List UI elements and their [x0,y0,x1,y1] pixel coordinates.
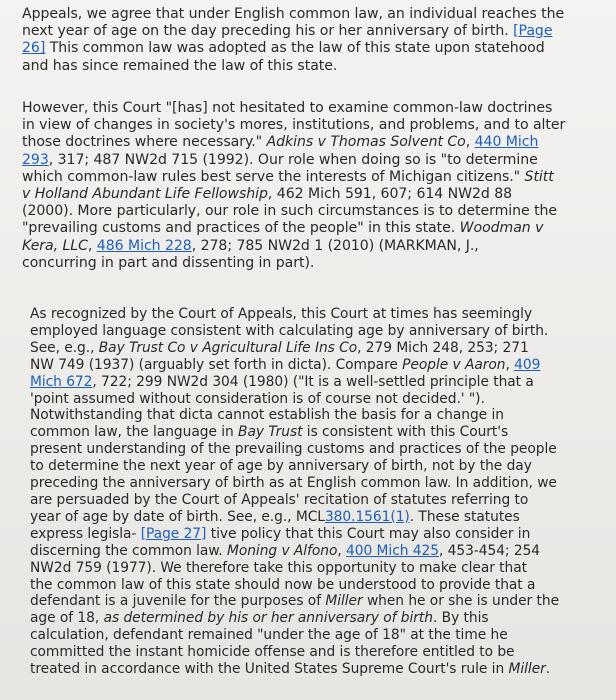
text-line [30,357,616,374]
body-text: preceding the anniversary of birth as at English common law. In addition, we [30,475,557,492]
body-text: defendant is a juvenile for the purposes of [30,593,326,610]
case-name-text: Adkins v Thomas Solvent Co [266,134,466,151]
citation-link[interactable]: 293 [22,151,49,168]
body-text: present understanding of the prevailing customs and practices of the people [30,441,557,458]
case-name-text: Bay Trust [238,424,303,441]
citation-link[interactable]: 409 [514,356,541,373]
body-text: , [87,237,97,254]
text-line [22,100,616,117]
body-text: However, this Court "[has] not hesitated to examine common-law doctrines [22,100,553,116]
paragraph-1 [22,6,616,75]
text-line [22,152,616,169]
text-line [30,644,616,661]
case-name-text: Miller [508,661,546,678]
case-name-text: as determined by his or her anniversary of birth [103,610,433,627]
text-line [22,117,616,134]
body-text: are persuaded by the Court of Appeals' recitation of statutes referring to [30,491,529,508]
paragraph-2 [22,100,616,272]
citation-link[interactable]: 486 Mich 228 [96,237,192,254]
body-text: year of age by date of birth. See, e.g., MCL [30,508,325,525]
text-line [22,186,616,203]
text-line [30,509,616,526]
citation-link[interactable]: Mich 672 [30,373,93,390]
text-line [30,526,616,543]
case-name-text: v Holland Abundant Life Fellowship [22,186,268,203]
citation-link[interactable]: [Page [513,23,553,40]
text-line [30,340,616,357]
text-line [30,593,616,610]
text-line [30,407,616,424]
body-text: . These statutes [409,508,520,525]
body-text: age of 18, [30,610,104,627]
citation-link[interactable]: 380.1561(1) [324,508,410,525]
body-text: employed language consistent with calculating age by anniversary of birth. [30,322,549,339]
text-line [22,6,616,23]
text-line [30,492,616,509]
body-text: , 453-454; 254 [438,542,541,559]
body-text: , [465,134,475,151]
body-text: is consistent with this Court's [302,424,509,441]
case-name-text: Moning v Alfono [226,542,338,559]
text-line [22,220,616,237]
body-text: treated in accordance with the United States Supreme Court's rule in [30,661,509,678]
body-text: , 278; 785 NW2d 1 (2010) (MARKMAN, J., [191,237,479,254]
body-text: the common law of this state should now be understood to provide that a [30,576,536,593]
body-text: 'point assumed without consideration is of course not decided.' "). [30,390,485,407]
body-text: Appeals, we agree that under English common law, an individual reaches the [22,6,565,22]
text-line [30,543,616,560]
body-text: concurring in part and dissenting in part). [22,254,315,271]
case-name-text: Miller [325,593,363,610]
text-line [30,391,616,408]
body-text: discerning the common law. [30,542,227,559]
body-text: Notwithstanding that dicta cannot establish the basis for a change in [30,407,504,424]
body-text: . By this [432,610,489,627]
text-line [30,374,616,391]
body-text: when he or she is under the [362,593,560,610]
body-text: tive policy that this Court may also consider in [206,525,531,542]
body-text: NW 749 (1937) (arguably set forth in dicta). Compare [30,356,403,373]
body-text: , [337,542,347,559]
text-line [30,661,616,678]
citation-link[interactable]: 400 Mich 425 [346,542,439,559]
body-text: NW2d 759 (1977). We therefore take this opportunity to make clear that [30,559,528,576]
body-text: (2000). More particularly, our role in such circumstances is to determine the [22,203,558,220]
text-line [30,306,616,323]
text-line [22,23,616,40]
citation-link[interactable]: 26] [22,40,46,57]
body-text: those doctrines where necessary." [22,134,267,151]
body-text: See, e.g., [30,339,99,356]
body-text: . [545,661,551,678]
body-text: next year of age on the day preceding his or her anniversary of birth. [22,23,514,40]
text-line [22,255,616,272]
body-text: , 317; 487 NW2d 715 (1992). Our role when doing so is "to determine [48,151,538,168]
body-text: and has since remained the law of this state. [22,57,338,74]
body-text: , 722; 299 NW2d 304 (1980) ("It is a well-settled principle that a [92,373,534,390]
text-line [30,475,616,492]
body-text: , [505,356,515,373]
body-text: As recognized by the Court of Appeals, this Court at times has seemingly [30,306,533,322]
text-line [30,610,616,627]
text-line [22,238,616,255]
text-line [22,203,616,220]
case-name-text: Stitt [524,168,554,185]
body-text: which common-law rules best serve the interests of Michigan citizens." [22,168,525,185]
text-line [22,169,616,186]
body-text: , 279 Mich 248, 253; 271 [357,339,529,356]
text-line [22,58,616,75]
body-text: "prevailing customs and practices of the people" in this state. [22,220,460,237]
case-name-text: Kera, LLC [22,237,88,254]
citation-link[interactable]: 440 Mich [474,134,539,151]
body-text: This common law was adopted as the law of this state upon statehood [45,40,545,57]
body-text: to determine the next year of age by anniversary of birth, not by the day [30,458,532,475]
body-text: common law, the language in [30,424,239,441]
text-line [30,577,616,594]
text-line [22,40,616,57]
body-text: in view of changes in society's mores, institutions, and problems, and to alter [22,117,566,134]
body-text: committed the instant homicide offense and is therefore entitled to be [30,644,515,661]
paragraph-3 [30,306,616,678]
body-text: calculation, defendant remained "under the age of 18" at the time he [30,627,508,644]
case-name-text: Bay Trust Co v Agricultural Life Ins Co [98,339,358,356]
case-name-text: People v Aaron [402,356,506,373]
text-line [30,441,616,458]
text-line [30,560,616,577]
text-line [30,323,616,340]
body-text: express legisla- [30,525,141,542]
case-name-text: Woodman v [459,220,544,237]
citation-link[interactable]: [Page 27] [140,525,207,542]
text-line [22,134,616,151]
body-text: , 462 Mich 591, 607; 614 NW2d 88 [267,186,513,203]
text-line [30,458,616,475]
text-line [30,424,616,441]
text-line [30,627,616,644]
